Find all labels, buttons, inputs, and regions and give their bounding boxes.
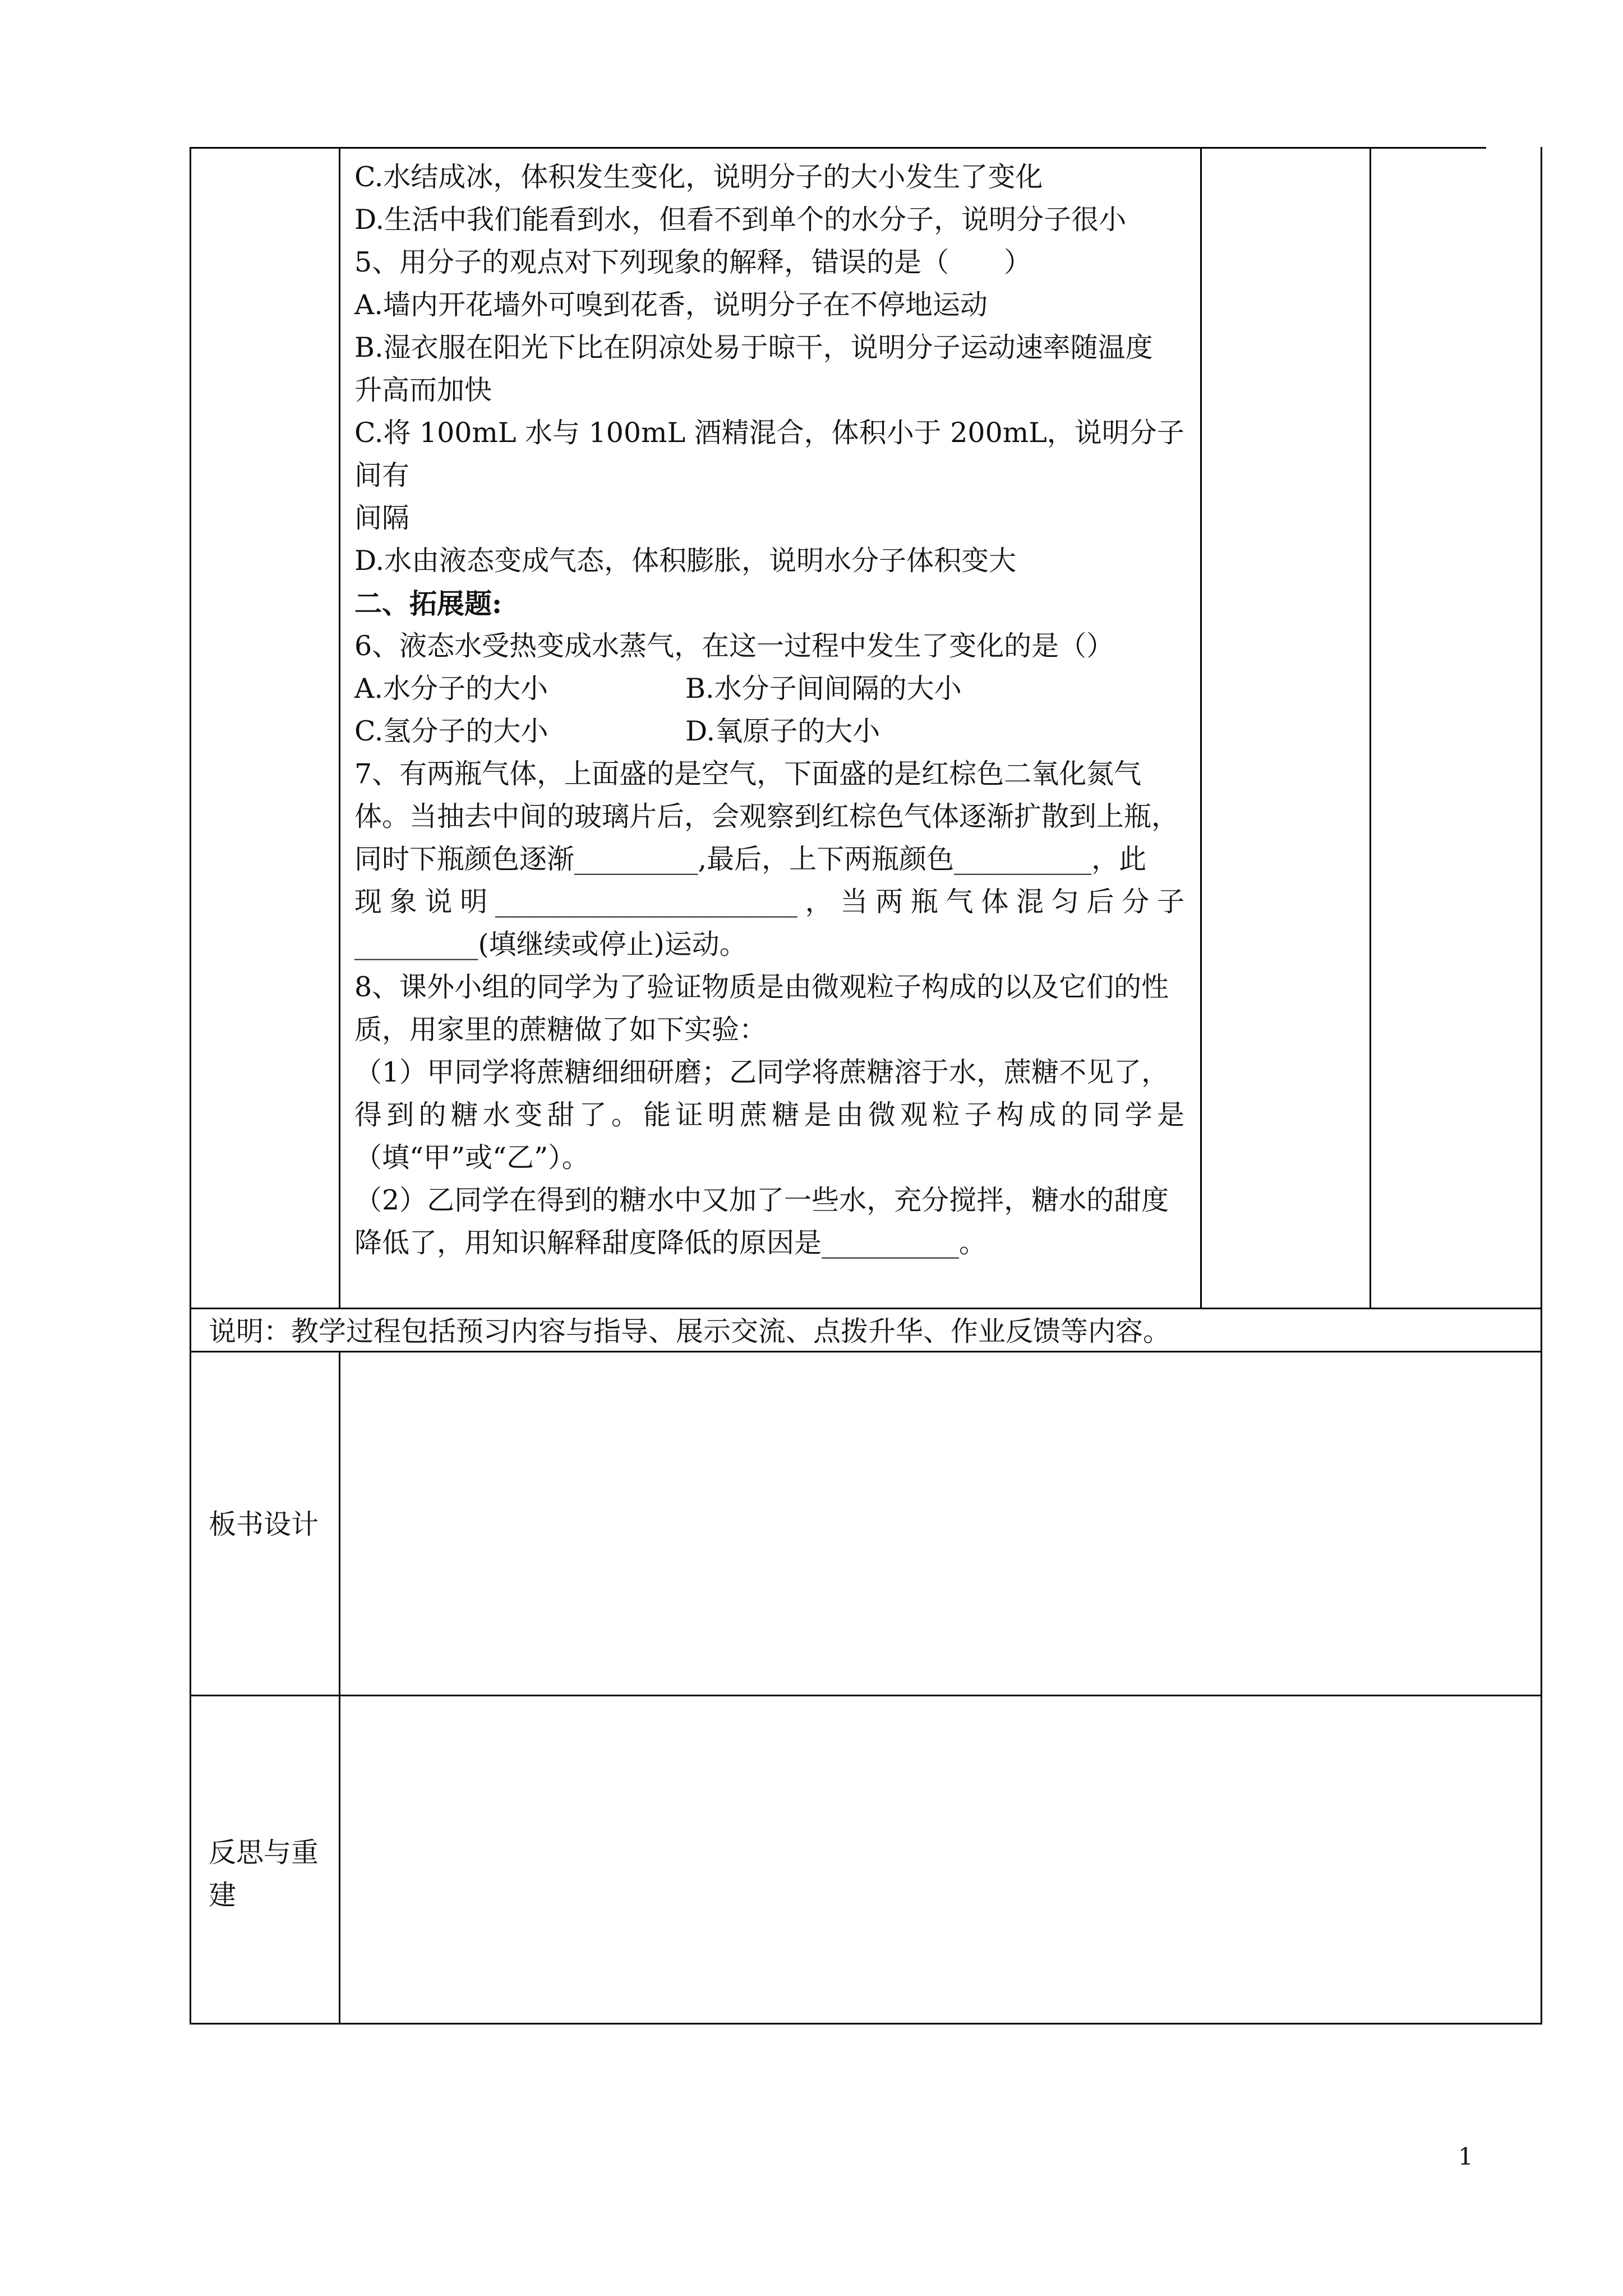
question-6-option-d: D.氧原子的大小 [685,715,880,747]
column-divider-2 [1200,147,1202,1308]
question-8-part2-line2: 降低了，用知识解释甜度降低的原因是__________。 [354,1227,987,1259]
question-5-option-d: D.水由液态变成气态，体积膨胀，说明水分子体积变大 [354,545,1017,577]
section-2-title: 二、拓展题: [354,587,502,620]
question-8-line1: 8、课外小组的同学为了验证物质是由微观粒子构成的以及它们的性 [354,971,1169,1003]
question-5-option-b-line2: 升高而加快 [354,374,492,406]
question-5-option-b-line1: B.湿衣服在阳光下比在阴凉处易于晾干，说明分子运动速率随温度 [354,332,1153,364]
question-6-option-a: A.水分子的大小 [354,673,548,705]
question-4-option-d: D.生活中我们能看到水，但看不到单个的水分子，说明分子很小 [354,204,1127,236]
question-5-stem: 5、用分子的观点对下列现象的解释，错误的是（ ） [354,246,1032,278]
question-6-option-b: B.水分子间间隔的大小 [685,673,962,705]
header-rule [190,147,1486,149]
question-5-option-a: A.墙内开花墙外可嗅到花香，说明分子在不停地运动 [354,289,988,321]
question-6-options-row1 [354,668,1184,710]
reflection-label-line1: 反思与重 [209,1837,319,1869]
question-6-option-c: C.氢分子的大小 [354,715,548,747]
question-7-line3: 同时下瓶颜色逐渐_________,最后，上下两瓶颜色__________，此 [354,843,1147,875]
question-5-option-c-line2: 间隔 [354,502,410,534]
column-divider-3 [1370,147,1371,1308]
reflection-label [209,1832,338,1917]
question-8-line2: 质，用家里的蔗糖做了如下实验： [354,1014,767,1046]
teaching-process-note: 说明：教学过程包括预习内容与指导、展示交流、点拨升华、作业反馈等内容。 [209,1315,1171,1347]
board-design-label: 板书设计 [209,1508,319,1540]
exercise-content [354,156,1184,1264]
question-4-option-c: C.水结成冰，体积发生变化，说明分子的大小发生了变化 [354,161,1043,193]
row-line-bottom [190,2023,1542,2024]
column-divider-lower [339,1351,340,2024]
question-7-line5: _________(填继续或停止)运动。 [354,928,747,960]
question-6-stem: 6、液态水受热变成水蒸气，在这一过程中发生了变化的是（） [354,630,1114,662]
reflection-label-line2: 建 [209,1879,237,1911]
question-8-part1-line3: （填“甲”或“乙”）。 [354,1142,589,1174]
row-line-3 [190,1695,1542,1696]
question-7-line4: 现象说明______________________，当两瓶气体混匀后分子 [354,886,1184,918]
question-8-part2-line1: （2）乙同学在得到的糖水中又加了一些水，充分搅拌，糖水的甜度 [354,1184,1169,1216]
question-5-option-c-line1: C.将 100mL 水与 100mL 酒精混合，体积小于 200mL，说明分子间有 [354,417,1184,491]
column-divider-1 [339,147,340,1308]
table-border-left [190,147,191,2024]
question-7-line1: 7、有两瓶气体，上面盛的是空气，下面盛的是红棕色二氧化氮气 [354,758,1142,790]
question-6-options-row2 [354,710,1184,753]
row-line-1 [190,1308,1542,1309]
question-7-line2: 体。当抽去中间的玻璃片后，会观察到红棕色气体逐渐扩散到上瓶， [354,800,1179,832]
question-8-part1-line2: 得到的糖水变甜了。能证明蔗糖是由微观粒子构成的同学是 [354,1099,1184,1131]
page-number: 1 [1458,2143,1473,2170]
question-8-part1-line1: （1）甲同学将蔗糖细细研磨；乙同学将蔗糖溶于水，蔗糖不见了， [354,1056,1169,1088]
table-border-right [1541,147,1542,2024]
